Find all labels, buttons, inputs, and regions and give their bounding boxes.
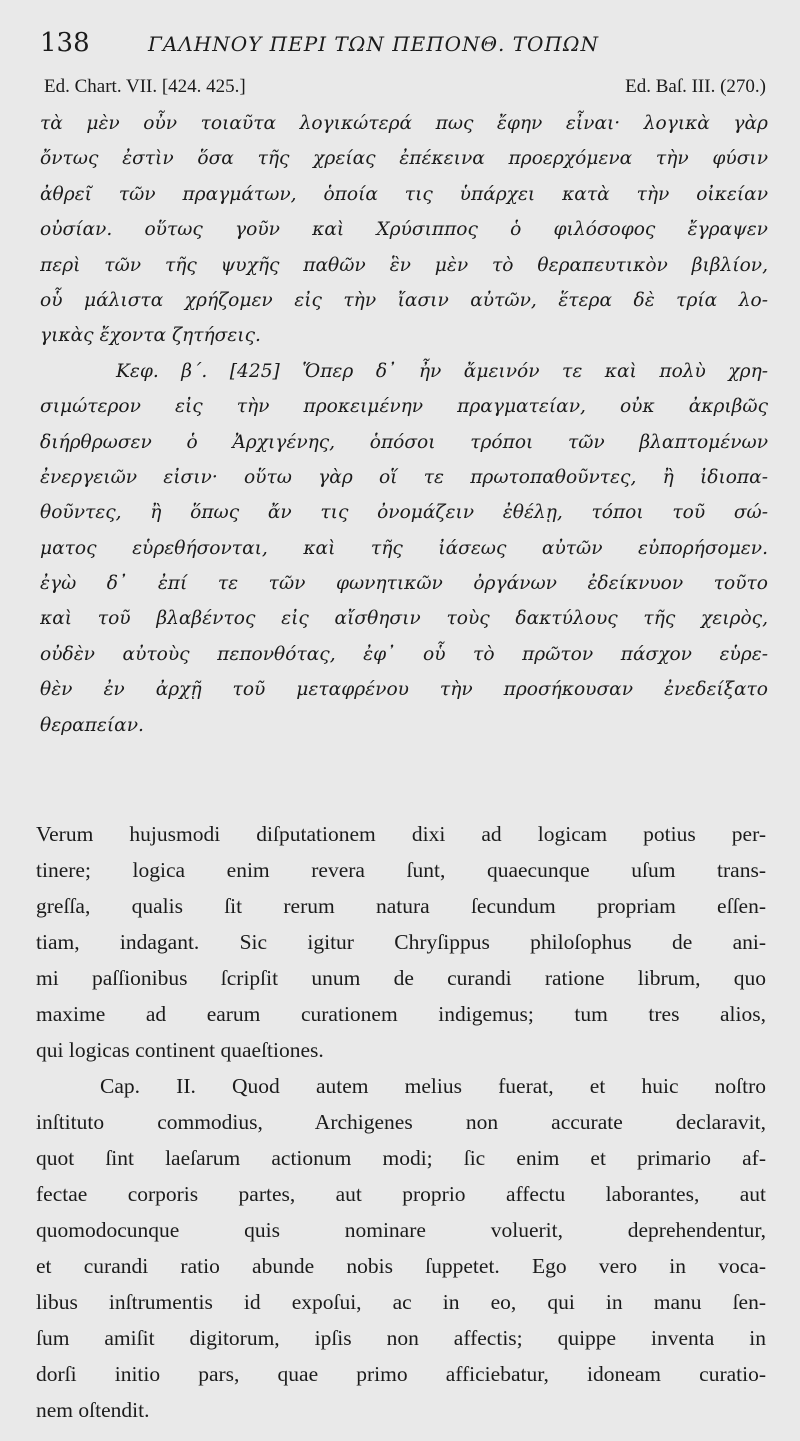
- greek-text-line: τὰ μὲν οὖν τοιαῦτα λογικώτερά πως ἔφην εἶναι· λογικὰ γὰρ: [40, 113, 768, 134]
- latin-text-line: fectae corporis partes, aut proprio affectu laborantes, aut: [36, 1182, 766, 1206]
- latin-text-line: quomodocunque quis nominare voluerit, deprehendentur,: [36, 1218, 766, 1242]
- latin-text-line: inſtituto commodius, Archigenes non accurate declaravit,: [36, 1110, 766, 1134]
- latin-text-line: qui logicas continent quaeſtiones.: [36, 1038, 324, 1062]
- greek-text-line: περὶ τῶν τῆς ψυχῆς παθῶν ἓν μὲν τὸ θεραπευτικὸν βιβλίον,: [40, 254, 768, 276]
- edition-reference-line: [44, 76, 766, 102]
- greek-text-line: γικὰς ἔχοντα ζητήσεις.: [40, 325, 261, 347]
- latin-text-line: quot ſint laeſarum actionum modi; ſic enim et primario af-: [36, 1146, 766, 1170]
- greek-text-line: ἐγὼ δ᾽ ἐπί τε τῶν φωνητικῶν ὀργάνων ἐδείκνυον τοῦτο: [40, 573, 768, 595]
- latin-text-line: tinere; logica enim revera ſunt, quaecunque uſum trans-: [36, 858, 766, 882]
- latin-text-line: ſum amiſit digitorum, ipſis non affectis; quippe inventa in: [36, 1326, 766, 1350]
- greek-text-line: σιμώτερον εἰς τὴν προκειμένην πραγματείαν, οὐκ ἀκριβῶς: [40, 396, 768, 418]
- latin-text-block: [36, 816, 766, 1428]
- latin-text-line: Verum hujusmodi diſputationem dixi ad logicam potius per-: [36, 822, 766, 846]
- greek-text-line: οὗ μάλιστα χρήζομεν εἰς τὴν ἴασιν αὐτῶν, ἕτερα δὲ τρία λο-: [40, 289, 768, 311]
- greek-text-line: θοῦντες, ἢ ὅπως ἄν τις ὀνομάζειν ἐθέλῃ, τόποι τοῦ σώ-: [40, 502, 768, 524]
- greek-text-line: ὄντως ἐστὶν ὅσα τῆς χρείας ἐπέκεινα προερχόμενα τὴν φύσιν: [40, 148, 768, 170]
- greek-text-line: ἐνεργειῶν εἰσιν· οὕτω γὰρ οἵ τε πρωτοπαθοῦντες, ἢ ἰδιοπα-: [40, 466, 768, 488]
- latin-text-line: greſſa, qualis ſit rerum natura ſecundum propriam eſſen-: [36, 894, 766, 918]
- latin-text-line: Cap. II. Quod autem melius fuerat, et huic noſtro: [100, 1074, 766, 1098]
- latin-text-line: et curandi ratio abunde nobis ſuppetet. Ego vero in voca-: [36, 1254, 766, 1278]
- latin-text-line: mi paſſionibus ſcripſit unum de curandi ratione librum, quo: [36, 966, 766, 990]
- greek-text-line: θεραπείαν.: [40, 714, 144, 736]
- greek-text-line: ματος εὑρεθήσονται, καὶ τῆς ἰάσεως αὐτῶν εὐπορήσομεν.: [40, 537, 768, 559]
- latin-text-line: libus inſtrumentis id expoſui, ac in eo, qui in manu ſen-: [36, 1290, 766, 1314]
- greek-text-line: οὐδὲν αὐτοὺς πεπονθότας, ἐφ᾽ οὗ τὸ πρῶτον πάσχον εὑρε-: [40, 643, 768, 665]
- edition-reference-basel: Ed. Baſ. III. (270.): [625, 76, 766, 97]
- latin-text-line: tiam, indagant. Sic igitur Chryſippus philoſophus de ani-: [36, 930, 766, 954]
- latin-text-line: maxime ad earum curationem indigemus; tum tres alios,: [36, 1002, 766, 1026]
- edition-reference-chartier: Ed. Chart. VII. [424. 425.]: [44, 76, 246, 97]
- page-header: [40, 28, 770, 68]
- greek-text-line: Κεφ. β΄. [425] Ὅπερ δ᾽ ἦν ἄμεινόν τε καὶ πολὺ χρη-: [116, 360, 768, 382]
- greek-text-line: καὶ τοῦ βλαβέντος εἰς αἴσθησιν τοὺς δακτύλους τῆς χειρὸς,: [40, 608, 768, 630]
- greek-text-line: οὐσίαν. οὕτως γοῦν καὶ Χρύσιππος ὁ φιλόσοφος ἔγραψεν: [40, 219, 768, 241]
- greek-text-block: [40, 106, 768, 743]
- greek-text-line: ἀθρεῖ τῶν πραγμάτων, ὁποία τις ὑπάρχει κατὰ τὴν οἰκείαν: [40, 183, 768, 205]
- greek-text-line: διήρθρωσεν ὁ Ἀρχιγένης, ὁπόσοι τρόποι τῶν βλαπτομένων: [40, 431, 768, 453]
- page-number: 138: [40, 28, 90, 58]
- greek-text-line: θὲν ἐν ἀρχῇ τοῦ μεταφρένου τὴν προσήκουσαν ἐνεδείξατο: [40, 679, 768, 701]
- running-title: ΓΑΛΗΝΟΥ ΠΕΡΙ ΤΩΝ ΠΕΠΟΝΘ. ΤΟΠΩΝ: [148, 32, 599, 56]
- latin-text-line: dorſi initio pars, quae primo afficiebatur, idoneam curatio-: [36, 1362, 766, 1386]
- latin-text-line: nem oſtendit.: [36, 1398, 150, 1422]
